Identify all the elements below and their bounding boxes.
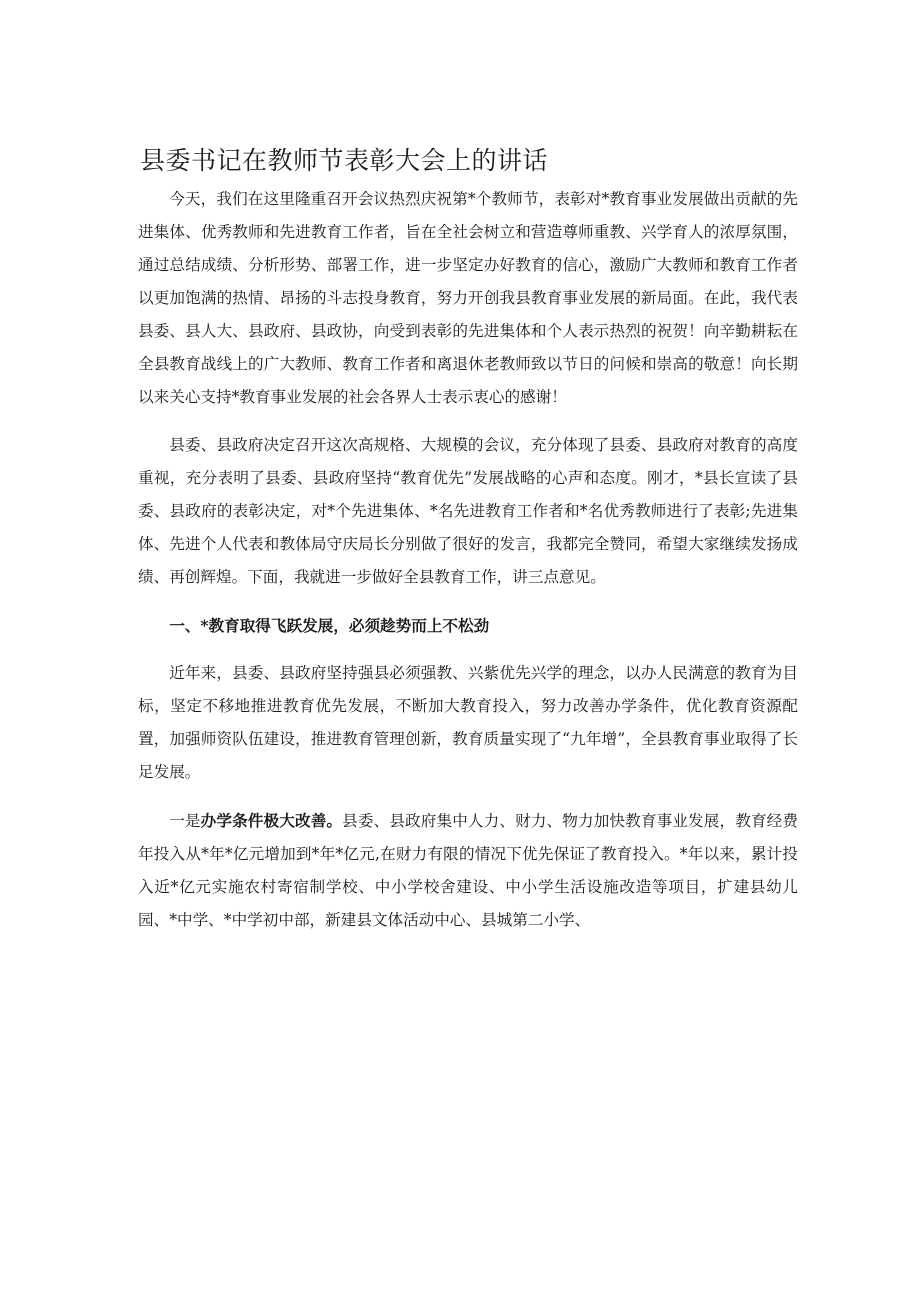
paragraph-conditions — [138, 804, 798, 937]
paragraph-lead: 一是 — [169, 812, 201, 830]
paragraph-meeting: 县委、县政府决定召开这次高规格、大规模的会议，充分体现了县委、县政府对教育的高度重视，充分表明了县委、县政府坚持“教育优先”发展战略的心声和态度。刚才，*县长宣读了县委、县政府的表彰决定，对*个先进集体、*名先进教育工作者和*名优秀教师进行了表彰;先进集体、先进个人代表和教体局守庆局长分别做了很好的发言，我都完全赞同，希望大家继续发扬成绩、再创辉煌。下面，我就进一步做好全县教育工作，讲三点意见。 — [138, 436, 798, 586]
document-body — [138, 183, 798, 952]
document-title: 县委书记在教师节表彰大会上的讲话 — [140, 146, 549, 175]
paragraph-bold-phrase: 办学条件极大改善。 — [200, 811, 343, 830]
paragraph-recent-years: 近年来，县委、县政府坚持强县必须强教、兴紫优先兴学的理念，以办人民满意的教育为目标，坚定不移地推进教育优先发展，不断加大教育投入，努力改善办学条件，优化教育资源配置，加强师资队伍建设，推进教育管理创新，教育质量实现了“九年增”，全县教育事业取得了长足发展。 — [138, 664, 798, 781]
paragraph-rest: 县委、县政府集中人力、财力、物力加快教育事业发展，教育经费年投入从*年*亿元增加到*年*亿元,在财力有限的情况下优先保证了教育投入。*年以来，累计投入近*亿元实施农村寄宿制学校、中小学校舍建设、中小学生活设施改造等项目，扩建县幼儿园、*中学、*中学初中部，新建县文体活动中心、县城第二小学、 — [138, 812, 798, 929]
section-heading-1: 一、*教育取得飞跃发展，必须趁势而上不松劲 — [169, 616, 490, 635]
paragraph-opening: 今天，我们在这里隆重召开会议热烈庆祝第*个教师节，表彰对*教育事业发展做出贡献的先进集体、优秀教师和先进教育工作者，旨在全社会树立和营造尊师重教、兴学育人的浓厚氛围，通过总结成绩、分析形势、部署工作，进一步坚定办好教育的信心，激励广大教师和教育工作者以更加饱满的热情、昂扬的斗志投身教育，努力开创我县教育事业发展的新局面。在此，我代表县委、县人大、县政府、县政协，向受到表彰的先进集体和个人表示热烈的祝贺！向辛勤耕耘在全县教育战线上的广大教师、教育工作者和离退休老教师致以节日的问候和崇高的敬意！向长期以来关心支持*教育事业发展的社会各界人士表示衷心的感谢！ — [138, 190, 798, 406]
